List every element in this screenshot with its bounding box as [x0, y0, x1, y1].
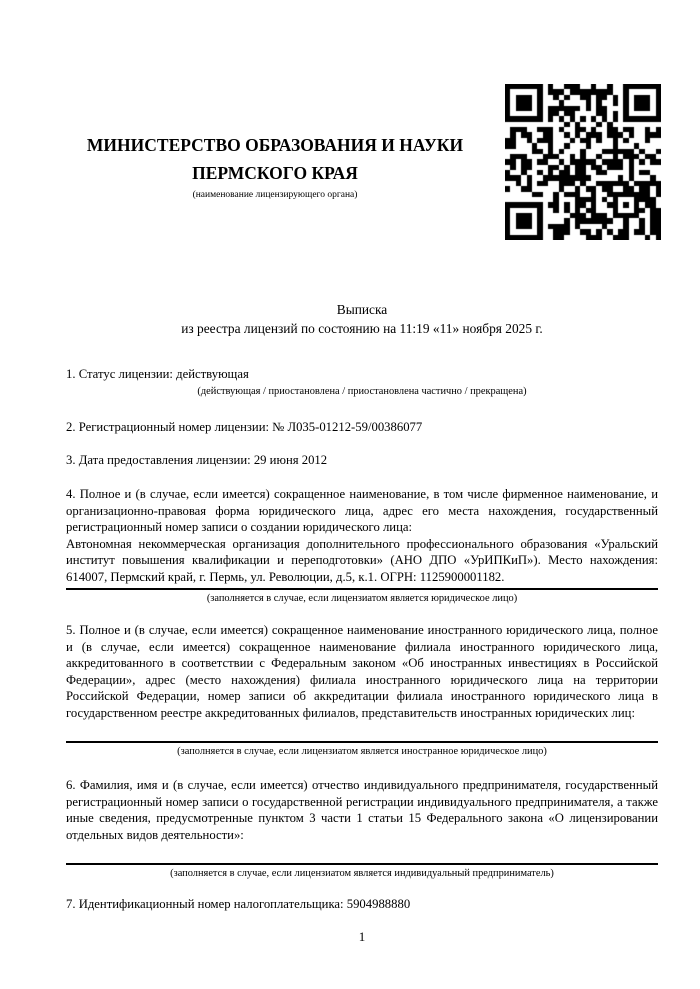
ministry-name-line2: ПЕРМСКОГО КРАЯ [192, 163, 358, 183]
item-individual-entrepreneur-info [66, 777, 658, 881]
taxpayer-id-text: 7. Идентификационный номер налогоплательщика: 5904988880 [66, 897, 411, 911]
foreign-entity-value [66, 721, 658, 738]
foreign-entity-caption: (заполняется в случае, если лицензиатом является иностранное юридическое лицо) [177, 745, 547, 757]
document-title-line2: из реестра лицензий по состоянию на 11:19 «11» ноября 2025 г. [181, 321, 543, 336]
fill-in-rule [66, 741, 658, 743]
page-number: 1 [358, 929, 366, 944]
legal-entity-value: Автономная некоммерческая организация дополнительного профессионального образования «Уральский институт повышения квалификации и переподготовки» (АНО ДПО «УрИПКиП»). Место нахождения: 614007, Пермский край, г. Пермь, ул. Революции, д.5, к.1. ОГРН: 1125900001182. [66, 536, 658, 584]
ministry-name-line1: МИНИСТЕРСТВО ОБРАЗОВАНИЯ И НАУКИ [86, 135, 464, 155]
item-foreign-entity-info [66, 622, 658, 759]
item-taxpayer-id [66, 896, 658, 913]
qr-code [505, 84, 661, 240]
license-grant-date-text: 3. Дата предоставления лицензии: 29 июня 2012 [66, 453, 328, 467]
licensing-authority-header [66, 131, 484, 201]
registration-number-text: 2. Регистрационный номер лицензии: № Л035-01212-59/00386077 [66, 420, 423, 434]
item-license-status [66, 366, 658, 399]
document-title [66, 300, 658, 338]
foreign-entity-label: 5. Полное и (в случае, если имеется) сокращенное наименование иностранного юридического лица, полное и (в случае, если имеется) сокращенное наименование филиала иностранного юридического лица, аккредитованного в соответствии с Федеральным законом «Об иностранных инвестициях в Российской Федерации», адрес (место нахождения) филиала иностранного юридического лица на территории Российской Федерации, номер записи об аккредитации филиала иностранного юридического лица в государственном реестре аккредитованных филиалов, представительств иностранных юридических лиц: [66, 623, 658, 720]
document-title-line1: Выписка [336, 302, 388, 317]
legal-entity-label: 4. Полное и (в случае, если имеется) сокращенное наименование, в том числе фирменное наименование, и организационно-правовая форма юридического лица, адрес его места нахождения, государственный регистрационный номер записи о создании юридического лица: [66, 487, 658, 534]
license-status-options-caption: (действующая / приостановлена / приостановлена частично / прекращена) [197, 385, 527, 397]
item-license-grant-date [66, 452, 658, 469]
legal-entity-caption: (заполняется в случае, если лицензиатом является юридическое лицо) [206, 593, 518, 604]
item-registration-number [66, 419, 658, 436]
individual-entrepreneur-caption: (заполняется в случае, если лицензиатом является индивидуальный предприниматель) [170, 867, 554, 879]
individual-entrepreneur-label: 6. Фамилия, имя и (в случае, если имеется) отчество индивидуального предпринимателя, государственный регистрационный номер записи о государственной регистрации индивидуального предпринимателя, а также иные сведения, предусмотренные пунктом 3 части 1 статьи 15 Федерального закона «О лицензировании отдельных видов деятельности»: [66, 778, 658, 842]
individual-entrepreneur-value [66, 843, 658, 860]
fill-in-rule [66, 863, 658, 865]
item-legal-entity-info [66, 486, 658, 606]
ministry-caption: (наименование лицензирующего органа) [192, 190, 358, 200]
fill-in-rule [66, 588, 658, 590]
license-status-text: 1. Статус лицензии: действующая [66, 367, 249, 381]
